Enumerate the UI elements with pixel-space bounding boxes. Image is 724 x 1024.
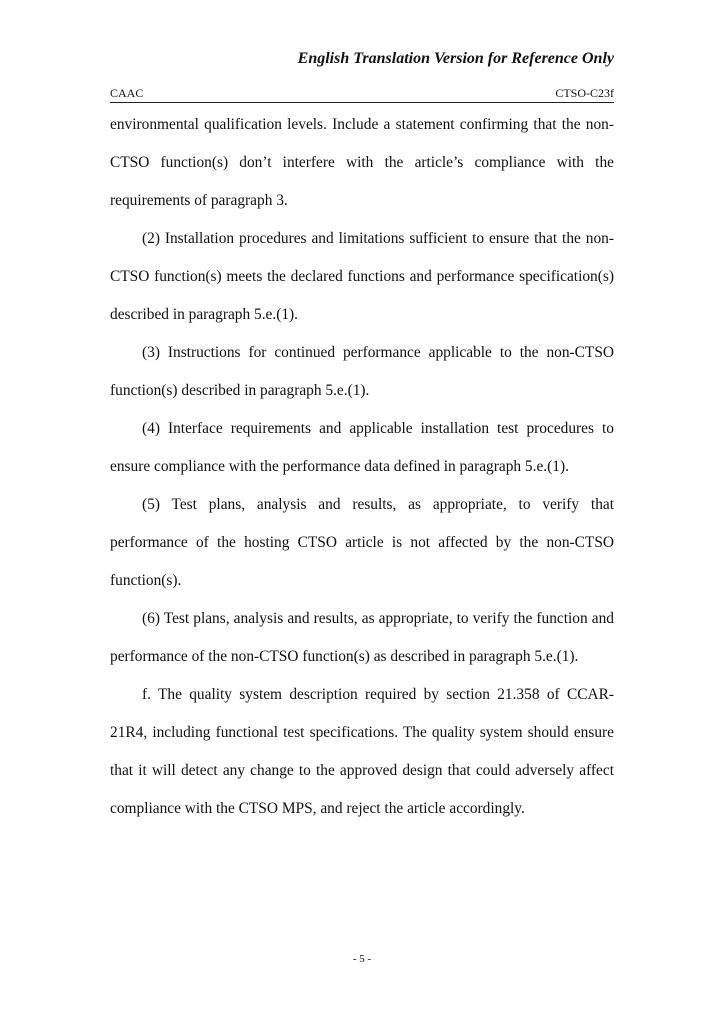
header-organization: CAAC bbox=[110, 86, 144, 100]
paragraph-item-2: (2) Installation procedures and limitations sufficient to ensure that the non-CTSO function(s) meets the declared functions and performance specification(s) described in paragraph 5.e.(1). bbox=[110, 230, 614, 323]
body-text bbox=[110, 106, 614, 828]
paragraph-item-5: (5) Test plans, analysis and results, as appropriate, to verify that performance of the hosting CTSO article is not affected by the non-CTSO function(s). bbox=[110, 496, 614, 589]
page-number: - 5 - bbox=[352, 953, 372, 965]
paragraph-item-4: (4) Interface requirements and applicable installation test procedures to ensure compliance with the performance data defined in paragraph 5.e.(1). bbox=[110, 420, 614, 475]
translation-banner: English Translation Version for Reference Only bbox=[297, 50, 614, 67]
running-header bbox=[110, 86, 614, 103]
paragraph-item-6: (6) Test plans, analysis and results, as appropriate, to verify the function and performance of the non-CTSO function(s) as described in paragraph 5.e.(1). bbox=[110, 610, 614, 665]
paragraph-item-f: f. The quality system description required by section 21.358 of CCAR-21R4, including functional test specifications. The quality system should ensure that it will detect any change to the approved design that could adversely affect compliance with the CTSO MPS, and reject the article accordingly. bbox=[110, 686, 614, 817]
header-document-id: CTSO-C23f bbox=[555, 86, 614, 100]
paragraph-item-3: (3) Instructions for continued performance applicable to the non-CTSO function(s) described in paragraph 5.e.(1). bbox=[110, 344, 614, 399]
paragraph-continuation: environmental qualification levels. Include a statement confirming that the non-CTSO function(s) don’t interfere with the article’s compliance with the requirements of paragraph 3. bbox=[110, 116, 614, 209]
